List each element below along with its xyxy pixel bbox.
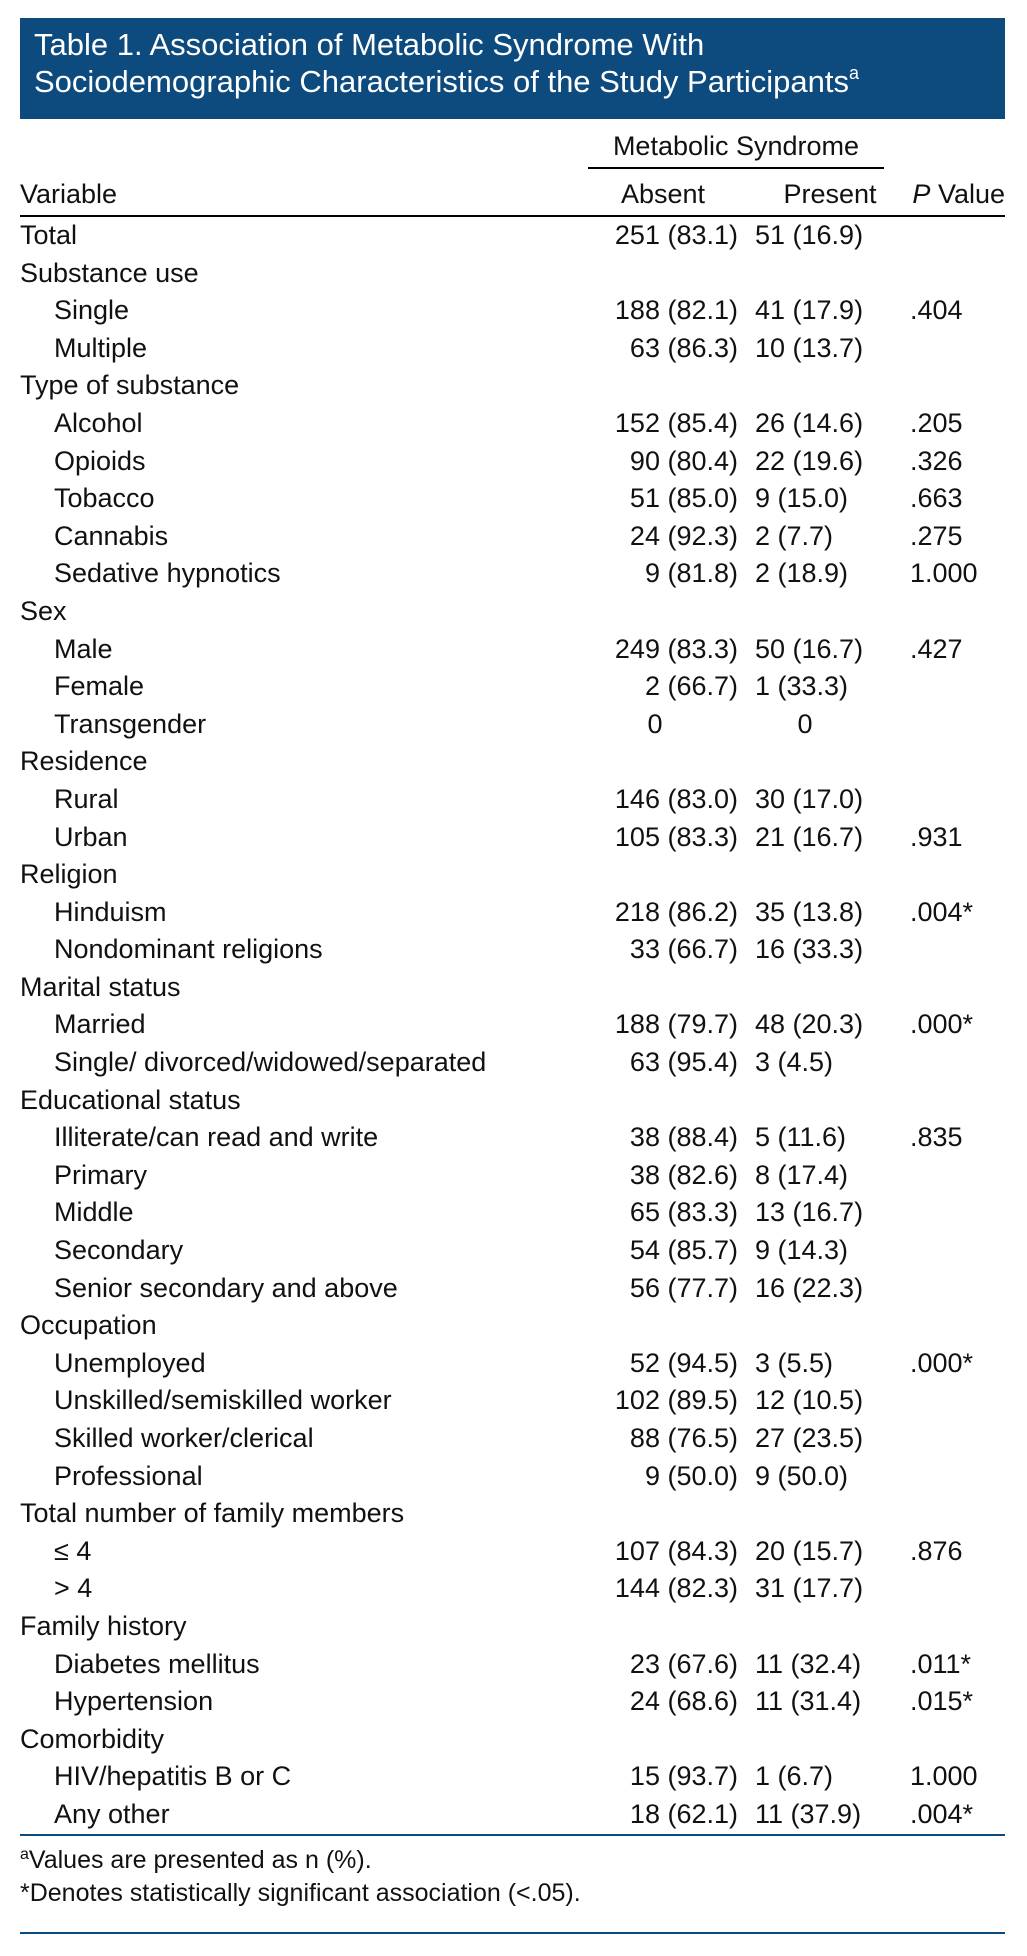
absent-cell: 102 (89.5) [614,1385,738,1416]
category-row [20,1307,1005,1345]
present-cell: 31 (17.7) [755,1573,864,1604]
table-row [20,1420,1005,1458]
absent-cell: 54 (85.7) [629,1235,738,1266]
present-cell: 16 (22.3) [755,1272,864,1303]
absent-cell: 144 (82.3) [614,1573,738,1604]
table-title-line2 [34,63,991,100]
table-row [20,1119,1005,1157]
table-row [20,1533,1005,1571]
table-row [20,1683,1005,1721]
variable-cell: Substance use [20,257,199,288]
p-value-cell: .011* [910,1648,972,1679]
present-cell: 1 (6.7) [755,1761,834,1792]
absent-cell: 15 (93.7) [629,1761,738,1792]
table-row [20,1796,1005,1834]
table-row [20,1345,1005,1383]
table-row [20,405,1005,443]
table-row [20,1458,1005,1496]
present-cell: 35 (13.8) [755,896,864,927]
variable-cell: Hinduism [54,896,167,927]
table-row [20,1382,1005,1420]
absent-cell: 9 (81.8) [644,558,738,589]
variable-cell: Marital status [20,971,181,1002]
table-row [20,668,1005,706]
category-row [20,1721,1005,1759]
category-row [20,743,1005,781]
table-title-line1: Table 1. Association of Metabolic Syndrome With [34,27,705,62]
p-value-cell: .000* [910,1009,974,1040]
category-row [20,1495,1005,1533]
present-cell: 48 (20.3) [755,1009,864,1040]
absent-cell: 65 (83.3) [629,1197,738,1228]
present-cell: 12 (10.5) [755,1385,864,1416]
variable-cell: Any other [54,1798,170,1829]
variable-cell: Type of substance [20,370,240,401]
category-row [20,367,1005,405]
present-cell: 13 (16.7) [755,1197,864,1228]
table-row [20,292,1005,330]
variable-cell: Residence [20,746,148,777]
table-row [20,480,1005,518]
absent-cell: 249 (83.3) [614,633,738,664]
absent-cell: 88 (76.5) [629,1423,738,1453]
variable-cell: Tobacco [54,483,155,514]
metabolic-syndrome-group-header: Metabolic Syndrome [588,129,884,169]
table-row [20,1157,1005,1195]
absent-cell: 51 (85.0) [629,483,738,514]
variable-cell: Illiterate/can read and write [54,1122,379,1153]
p-value-cell: .931 [910,821,963,852]
variable-cell: Alcohol [54,407,143,438]
category-row [20,856,1005,894]
table-header [20,119,1005,217]
footnote-star: *Denotes statistically significant association (<.05). [20,1878,581,1907]
variable-cell: Female [54,671,145,702]
absent-cell: 90 (80.4) [629,445,738,476]
absent-cell: 105 (83.3) [614,821,738,852]
present-cell: 11 (31.4) [755,1686,862,1717]
absent-cell: 18 (62.1) [629,1798,738,1829]
absent-cell: 146 (83.0) [614,783,738,814]
footnote-a-marker: a [20,1845,29,1863]
table-page [20,18,1005,1934]
absent-cell: 0 [647,708,663,739]
absent-column-header: Absent [620,179,706,209]
p-value-cell: .427 [910,633,963,664]
variable-cell: Single/ divorced/widowed/separated [54,1047,487,1078]
present-cell: 2 (7.7) [755,520,834,551]
p-italic: P [912,179,931,209]
present-cell: 26 (14.6) [755,407,864,438]
p-value-cell: .876 [910,1535,963,1566]
footnote-a [20,1844,1005,1877]
variable-cell: Senior secondary and above [54,1272,398,1303]
title-footnote-marker: a [849,63,860,83]
variable-cell: Total [20,220,78,250]
variable-cell: Middle [54,1197,134,1228]
p-value-column-header [912,177,1005,211]
absent-cell: 63 (86.3) [629,332,738,363]
table-title-text: Sociodemographic Characteristics of the Study Participants [34,64,850,99]
absent-cell: 218 (86.2) [614,896,738,927]
variable-cell: Unemployed [54,1347,206,1378]
p-value-cell: .015* [910,1686,974,1717]
variable-cell: Transgender [54,708,207,739]
absent-cell: 52 (94.5) [629,1347,738,1378]
present-cell: 3 (4.5) [755,1047,834,1078]
table-row [20,1044,1005,1082]
variable-cell: Married [54,1009,146,1040]
variable-cell: Primary [54,1159,147,1190]
p-value-cell: 1.000 [910,1761,978,1792]
table-row [20,330,1005,368]
table-row [20,1006,1005,1044]
footnote-bottom-rule [20,1932,1005,1934]
table-row [20,631,1005,669]
present-cell: 20 (15.7) [755,1535,864,1566]
variable-cell: Single [54,295,130,326]
absent-cell: 24 (92.3) [629,520,738,551]
table-row [20,931,1005,969]
table-row [20,819,1005,857]
p-value-cell: 1.000 [910,558,978,589]
present-cell: 50 (16.7) [755,633,864,664]
table-row [20,1570,1005,1608]
p-value-cell: .205 [910,407,963,438]
absent-cell: 9 (50.0) [644,1460,738,1491]
table-row [20,1232,1005,1270]
present-cell: 5 (11.6) [755,1122,847,1153]
variable-cell: Occupation [20,1310,157,1341]
present-cell: 30 (17.0) [755,783,864,814]
category-row [20,1082,1005,1120]
absent-cell: 2 (66.7) [644,671,738,702]
table-row [20,894,1005,932]
present-cell: 8 (17.4) [755,1159,849,1190]
category-row [20,217,1005,255]
variable-cell: Male [54,633,113,664]
table-title-bar [20,18,1005,119]
present-cell: 9 (14.3) [755,1235,849,1266]
absent-cell: 24 (68.6) [629,1686,738,1717]
absent-cell: 56 (77.7) [629,1272,738,1303]
table-row [20,443,1005,481]
variable-cell: Urban [54,821,128,852]
table-row [20,1194,1005,1232]
present-cell: 51 (16.9) [755,220,864,250]
present-cell: 21 (16.7) [755,821,864,852]
present-cell: 16 (33.3) [755,934,864,965]
present-cell: 1 (33.3) [755,671,849,702]
absent-cell: 63 (95.4) [629,1047,738,1078]
p-value-cell: .404 [910,295,963,326]
p-value-cell: .000* [910,1347,974,1378]
variable-cell: Professional [54,1460,203,1491]
variable-cell: Nondominant religions [54,934,323,965]
present-cell: 3 (5.5) [755,1347,834,1378]
variable-cell: Hypertension [54,1686,214,1717]
absent-cell: 38 (88.4) [629,1122,738,1153]
table-row [20,1758,1005,1796]
present-cell: 9 (50.0) [755,1460,849,1491]
present-cell: 22 (19.6) [755,445,864,476]
variable-column-header: Variable [20,179,118,209]
present-cell: 11 (32.4) [755,1648,862,1679]
absent-cell: 188 (82.1) [614,295,738,326]
category-row [20,593,1005,631]
category-row [20,969,1005,1007]
table-row [20,555,1005,593]
table-row [20,706,1005,744]
absent-cell: 188 (79.7) [614,1009,738,1040]
p-value-cell: .004* [910,1798,974,1829]
absent-cell: 107 (84.3) [614,1535,738,1566]
variable-cell: ≤ 4 [54,1535,92,1566]
variable-cell: Sedative hypnotics [54,558,281,589]
p-value-cell: .004* [910,896,974,927]
absent-cell: 152 (85.4) [614,407,738,438]
p-value-cell: .835 [910,1122,963,1153]
table-row [20,781,1005,819]
footnote-a-text: Values are presented as n (%). [28,1845,372,1874]
present-cell: 2 (18.9) [755,558,849,589]
table-body [20,217,1005,1834]
variable-cell: Skilled worker/clerical [54,1423,314,1453]
present-cell: 41 (17.9) [755,295,864,326]
absent-cell: 33 (66.7) [629,934,738,965]
variable-cell: Comorbidity [20,1723,165,1754]
variable-cell: Cannabis [54,520,169,551]
variable-cell: Religion [20,859,118,890]
table-row [20,1270,1005,1308]
table-row [20,1646,1005,1684]
variable-cell: Opioids [54,445,146,476]
variable-cell: > 4 [54,1573,93,1604]
variable-cell: Rural [54,783,119,814]
p-value-cell: .275 [910,520,963,551]
variable-cell: HIV/hepatitis B or C [54,1761,292,1792]
present-cell: 9 (15.0) [755,483,849,514]
absent-cell: 38 (82.6) [629,1159,738,1190]
p-value-cell: .663 [910,483,963,514]
table-row [20,518,1005,556]
variable-cell: Secondary [54,1235,184,1266]
variable-cell: Multiple [54,332,148,363]
table-footnotes [20,1836,1005,1910]
category-row [20,255,1005,293]
variable-cell: Diabetes mellitus [54,1648,260,1679]
p-value-text: Value [930,179,1005,209]
category-row [20,1608,1005,1646]
present-cell: 11 (37.9) [755,1798,862,1829]
variable-cell: Family history [20,1610,187,1641]
present-cell: 27 (23.5) [755,1423,864,1453]
variable-cell: Total number of family members [20,1498,405,1529]
absent-cell: 251 (83.1) [614,220,738,250]
variable-cell: Unskilled/semiskilled worker [54,1385,392,1416]
present-cell: 0 [797,708,813,739]
present-cell: 10 (13.7) [755,332,864,363]
variable-cell: Educational status [20,1084,241,1115]
present-column-header: Present [783,179,877,209]
p-value-cell: .326 [910,445,963,476]
absent-cell: 23 (67.6) [629,1648,738,1679]
variable-cell: Sex [20,595,67,626]
